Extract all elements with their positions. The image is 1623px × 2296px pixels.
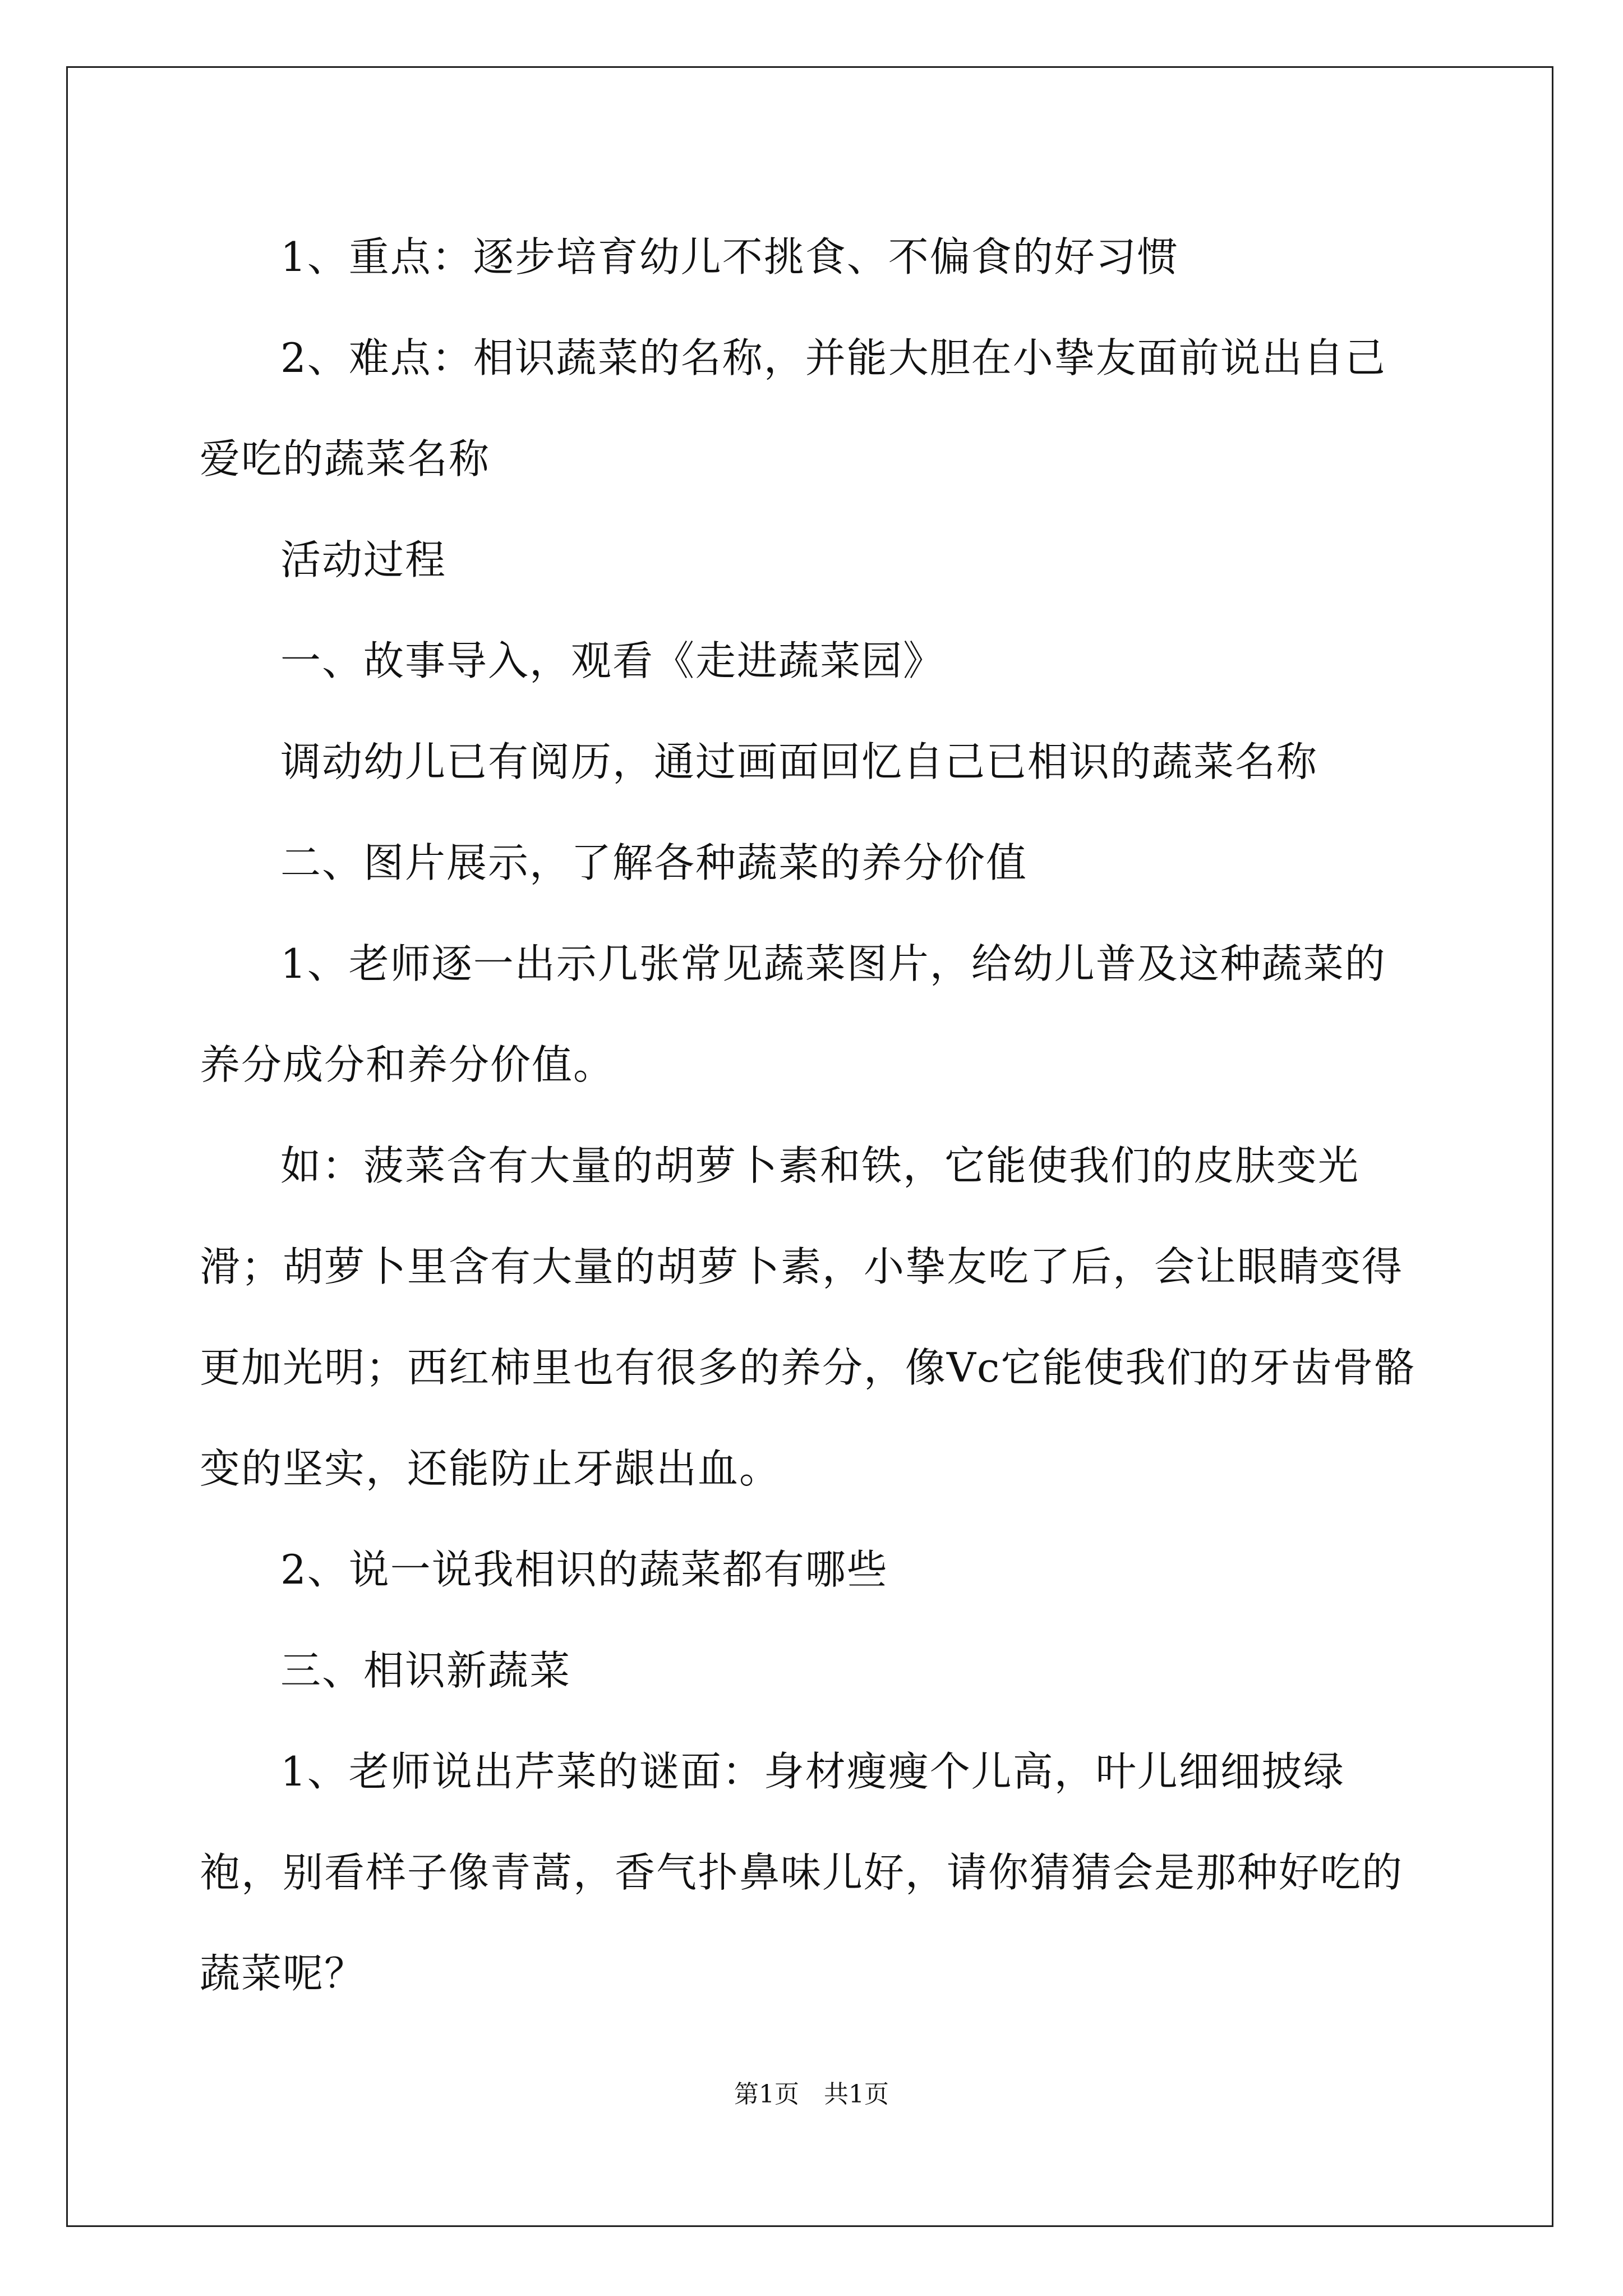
paragraph-talk-about: 2、说一说我相识的蔬菜都有哪些 bbox=[280, 1546, 888, 1593]
heading-section-three: 三、相识新蔬菜 bbox=[280, 1647, 571, 1694]
heading-section-two: 二、图片展示，了解各种蔬菜的养分价值 bbox=[280, 839, 1028, 886]
heading-activity-process: 活动过程 bbox=[280, 536, 447, 583]
document-body bbox=[200, 206, 1422, 2024]
paragraph-riddle: 1、老师说出芹菜的谜面：身材瘦瘦个儿高，叶儿细细披绿袍，别看样子像青蒿，香气扑鼻味儿好，请你猜猜会是那种好吃的蔬菜呢？ bbox=[200, 1748, 1404, 1997]
paragraph-examples: 如：菠菜含有大量的胡萝卜素和铁，它能使我们的皮肤变光滑；胡萝卜里含有大量的胡萝卜素，小挚友吃了后，会让眼睛变得更加光明；西红柿里也有很多的养分，像Vc它能使我们的牙齿骨骼变的坚实，还能防止牙龈出血。 bbox=[200, 1142, 1416, 1492]
heading-section-one: 一、故事导入，观看《走进蔬菜园》 bbox=[280, 637, 945, 684]
paragraph-recall: 调动幼儿已有阅历，通过画面回忆自己已相识的蔬菜名称 bbox=[280, 738, 1318, 785]
page-footer: 第1页 共1页 bbox=[734, 2080, 889, 2109]
paragraph-difficulty: 2、难点：相识蔬菜的名称，并能大胆在小挚友面前说出自己爱吃的蔬菜名称 bbox=[200, 334, 1386, 482]
paragraph-show-pictures: 1、老师逐一出示几张常见蔬菜图片，给幼儿普及这种蔬菜的养分成分和养分价值。 bbox=[200, 940, 1386, 1088]
paragraph-key-point: 1、重点：逐步培育幼儿不挑食、不偏食的好习惯 bbox=[280, 233, 1179, 280]
